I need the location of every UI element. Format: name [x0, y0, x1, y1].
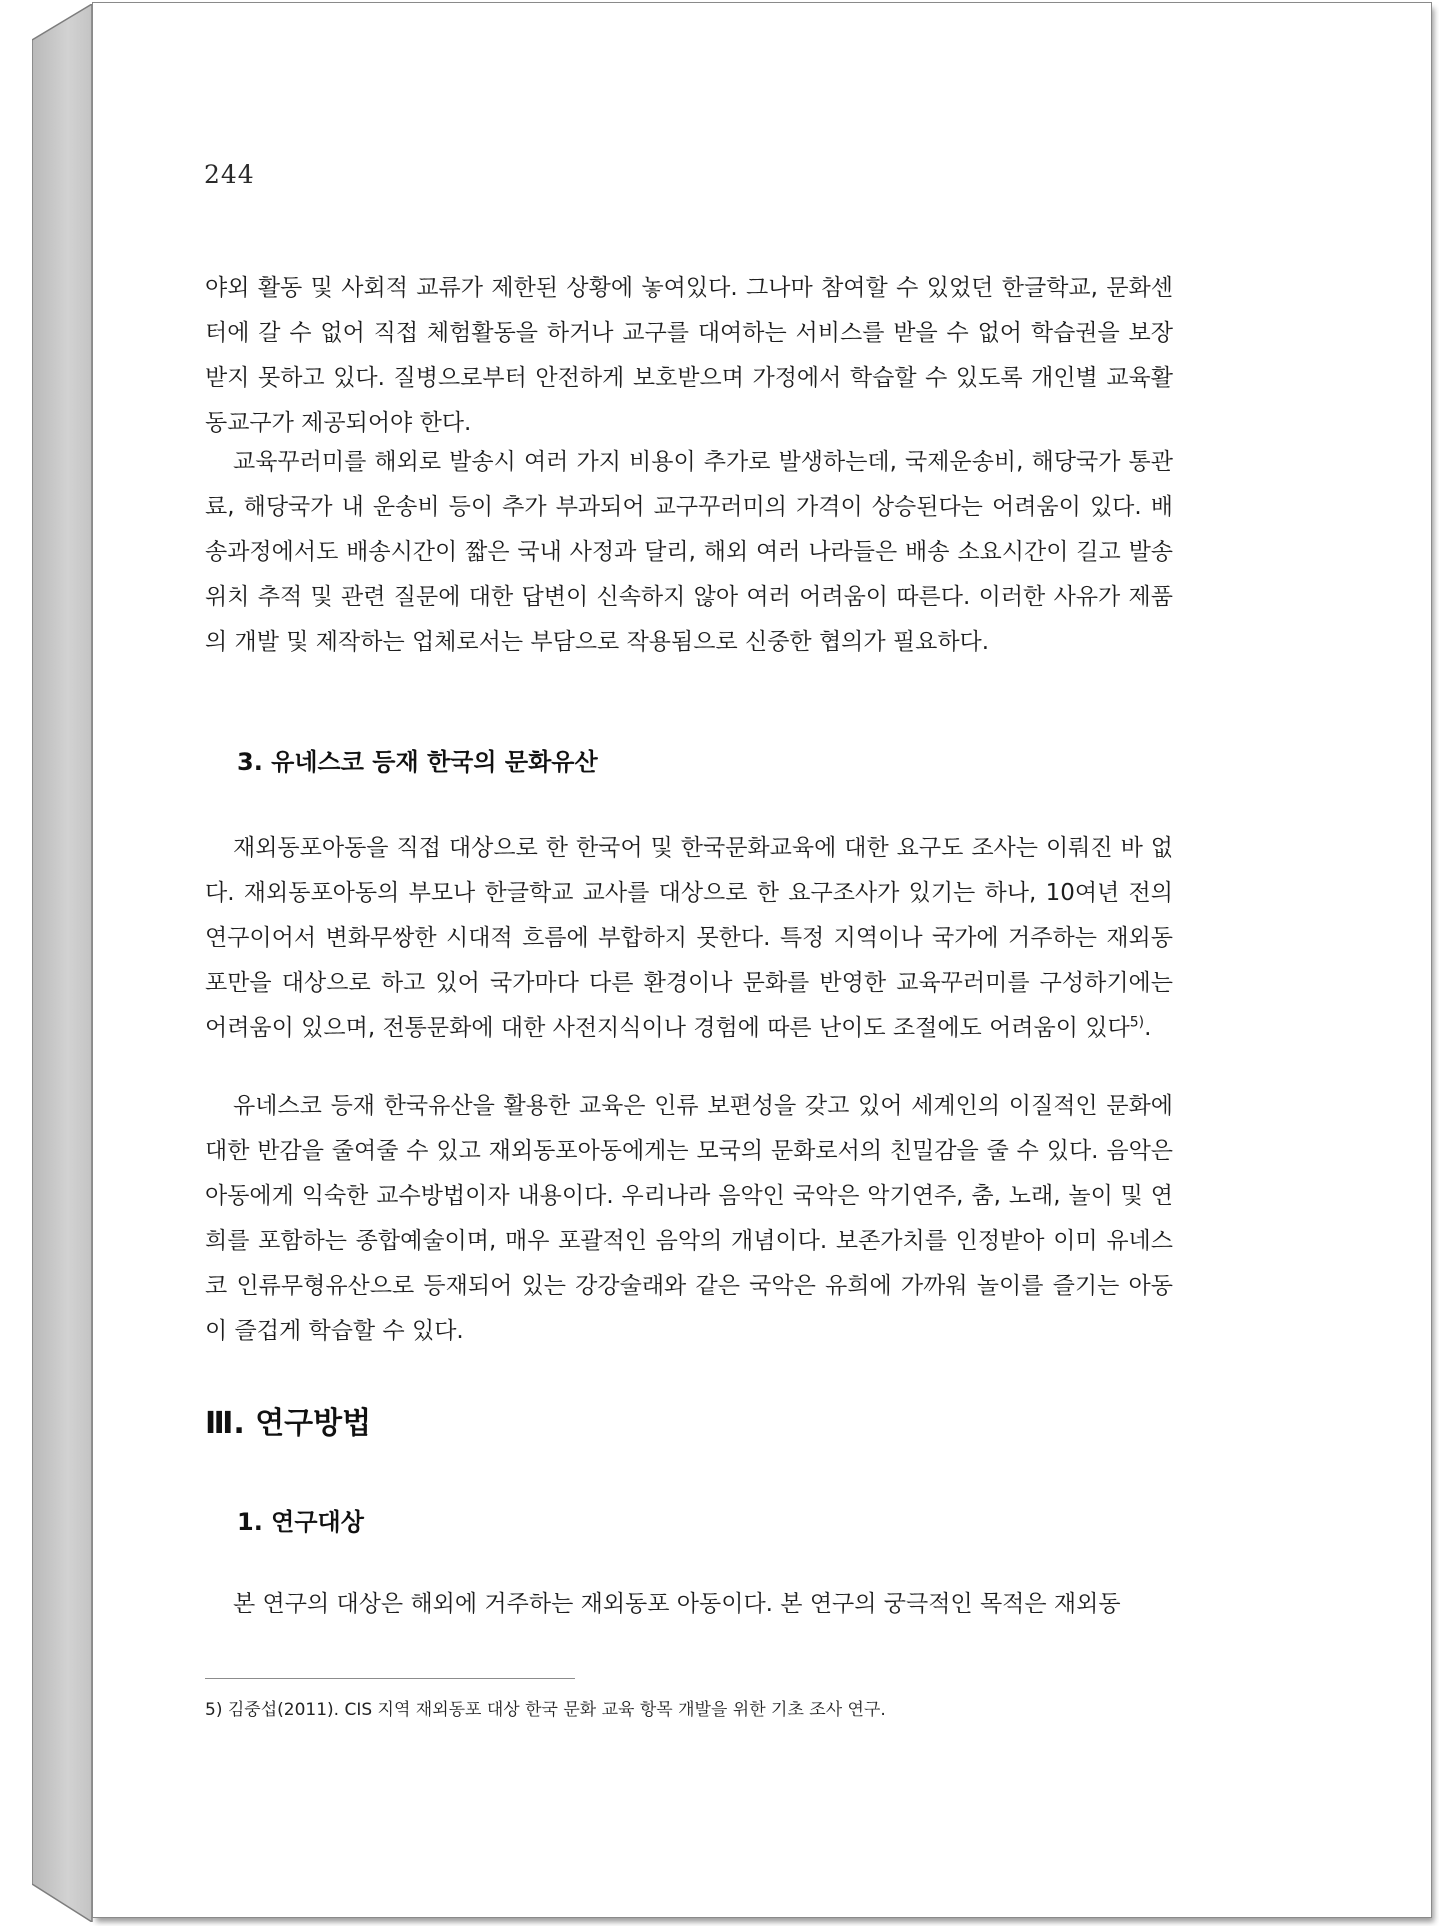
paragraph-1: 야외 활동 및 사회적 교류가 제한된 상황에 놓여있다. 그나마 참여할 수 있었던 한글학교, 문화센터에 갈 수 없어 직접 체험활동을 하거나 교구를 대여하는 서비스를 받을 수 없어 학습권을 보장받지 못하고 있다. 질병으로부터 안전하게 보호받으며 가정에서 학습할 수 있도록 개인별 교육활동교구가 제공되어야 한다.: [205, 275, 1173, 436]
section-heading: 3. 유네스코 등재 한국의 문화유산: [237, 748, 598, 776]
page-number: 244: [204, 160, 255, 189]
subsection-heading: 1. 연구대상: [237, 1508, 364, 1536]
chapter-heading: Ⅲ. 연구방법: [205, 1406, 372, 1441]
paragraph-3: [205, 826, 1173, 1051]
paragraph-4: 유네스코 등재 한국유산을 활용한 교육은 인류 보편성을 갖고 있어 세계인의 이질적인 문화에 대한 반감을 줄여줄 수 있고 재외동포아동에게는 모국의 문화로서의 친밀감을 줄 수 있다. 음악은 아동에게 익숙한 교수방법이자 내용이다. 우리나라 음악인 국악은 악기연주, 춤, 노래, 놀이 및 연희를 포함하는 종합예술이며, 매우 포괄적인 음악의 개념이다. 보존가치를 인정받아 이미 유네스코 인류무형유산으로 등재되어 있는 강강술래와 같은 국악은 유희에 가까워 놀이를 즐기는 아동이 즐겁게 학습할 수 있다.: [205, 1093, 1173, 1344]
footnote-divider: [205, 1678, 575, 1679]
paragraph-5: 본 연구의 대상은 해외에 거주하는 재외동포 아동이다. 본 연구의 궁극적인 목적은 재외동: [233, 1591, 1121, 1617]
book-spine-graphic: [32, 4, 94, 1922]
paragraph-2: 교육꾸러미를 해외로 발송시 여러 가지 비용이 추가로 발생하는데, 국제운송비, 해당국가 통관료, 해당국가 내 운송비 등이 추가 부과되어 교구꾸러미의 가격이 상승된다는 어려움이 있다. 배송과정에서도 배송시간이 짧은 국내 사정과 달리, 해외 여러 나라들은 배송 소요시간이 길고 발송 위치 추적 및 관련 질문에 대한 답변이 신속하지 않아 여러 어려움이 따른다. 이러한 사유가 제품의 개발 및 제작하는 업체로서는 부담으로 작용됨으로 신중한 협의가 필요하다.: [205, 449, 1173, 655]
footnote-reference: 5): [1129, 1014, 1145, 1031]
paragraph-3-text: 재외동포아동을 직접 대상으로 한 한국어 및 한국문화교육에 대한 요구도 조사는 이뤄진 바 없다. 재외동포아동의 부모나 한글학교 교사를 대상으로 한 요구조사가 있기는 하나, 10여년 전의 연구이어서 변화무쌍한 시대적 흐름에 부합하지 못한다. 특정 지역이나 국가에 거주하는 재외동포만을 대상으로 하고 있어 국가마다 다른 환경이나 문화를 반영한 교육꾸러미를 구성하기에는 어려움이 있으며, 전통문화에 대한 사전지식이나 경험에 따른 난이도 조절에도 어려움이 있다: [205, 835, 1173, 1041]
paragraph-3-end: .: [1144, 1015, 1152, 1041]
footnote: 5) 김중섭(2011). CIS 지역 재외동포 대상 한국 문화 교육 항목 개발을 위한 기초 조사 연구.: [205, 1700, 886, 1720]
book-spine: [32, 4, 94, 1922]
